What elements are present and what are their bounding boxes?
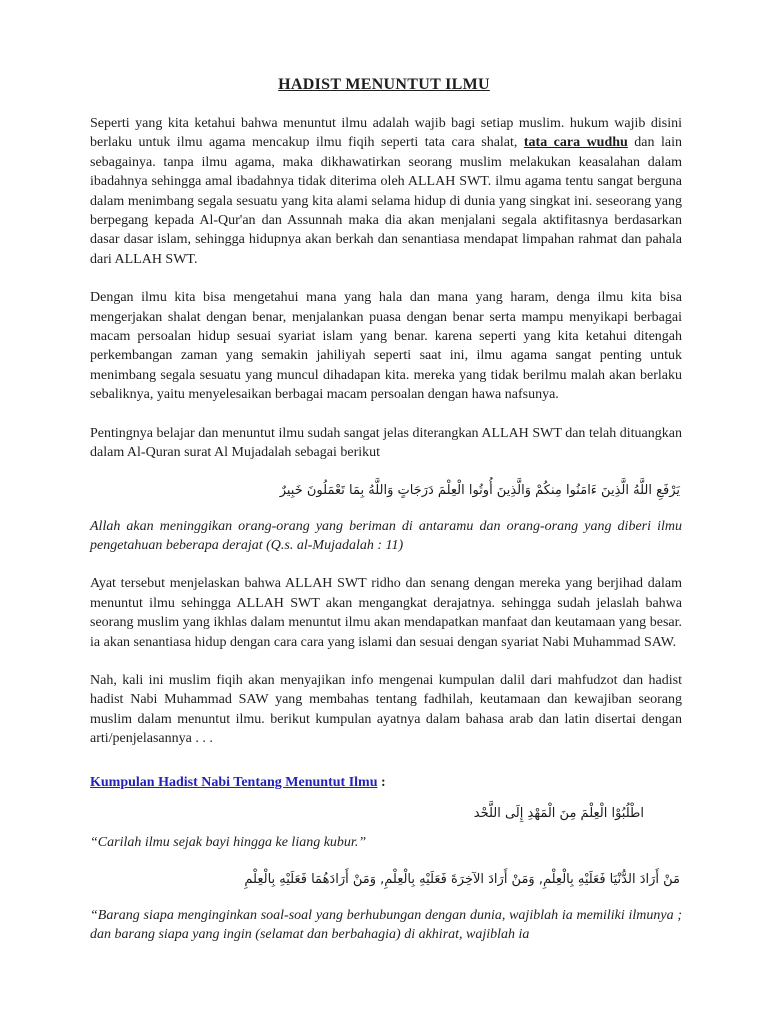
quran-verse-arabic: يَرْفَعِ اللَّهُ الَّذِينَ ءَامَنُوا مِنكُمْ وَالَّذِينَ أُوتُوا الْعِلْمَ دَرَجَاتٍ وَاللَّهُ بِمَا تَعْمَلُونَ خَبِيرٌ [279,482,680,498]
section-heading-link[interactable]: Kumpulan Hadist Nabi Tentang Menuntut Ilmu [90,774,378,790]
section-heading-colon: : [377,774,386,790]
paragraph-verse-explanation: Ayat tersebut menjelaskan bahwa ALLAH SWT ridho dan senang dengan mereka yang berjihad dalam menuntut ilmu sehingga ALLAH SWT akan mengangkat derajatnya. sehingga sudah jelaslah bahwa seorang muslim yang ikhlas dalam menuntut ilmu akan mendapatkan manfaat dan keutamaan yang besar. ia akan senantiasa hidup dengan cara cara yang islami dan sesuai dengan syariat Nabi Muhammad SAW. [90,576,682,650]
paragraph-intro [90,114,682,269]
hadith1-translation: “Carilah ilmu sejak bayi hingga ke liang kubur.” [90,834,367,850]
paragraph-article-intro: Nah, kali ini muslim fiqih akan menyajikan info mengenai kumpulan dalil dari mahfudzot dan hadist hadist Nabi Muhammad SAW yang membahas tentang fadhilah, keutamaan dan kewajiban seorang muslim dalam menuntut ilmu. berikut kumpulan ayatnya dalam bahasa arab dan latin disertai dengan arti/penjelasannya . . . [90,672,682,747]
page-title-text: HADIST MENUNTUT ILMU [278,76,490,93]
hadith2-translation: “Barang siapa menginginkan soal-soal yang berhubungan dengan dunia, wajiblah ia memiliki ilmunya ; dan barang siapa yang ingin (selamat dan berbahagia) di akhirat, wajiblah ia [90,907,682,943]
section-heading [90,775,682,791]
emphasis-tata-cara-wudhu: tata cara wudhu [523,135,628,151]
hadith1-arabic: اطْلُبُوْا الْعِلْمَ مِنَ الْمَهْدِ إِلَى اللَّحْد [473,805,644,821]
paragraph-importance-intro: Pentingnya belajar dan menuntut ilmu sudah sangat jelas diterangkan ALLAH SWT dan telah dituangkan dalam Al-Quran surat Al Mujadalah sebagai berikut [90,425,682,461]
paragraph-benefits-of-knowledge: Dengan ilmu kita bisa mengetahui mana yang hala dan mana yang haram, denga ilmu kita bisa mengerjakan shalat dengan benar, menjalankan puasa dengan benar serta mampu menyikapi berbagai macam persoalan hidup sesuai syariat islam yang benar. karena seperti yang kita ketahui ditengah perkembangan zaman yang semakin jahiliyah seperti saat ini, ilmu agama sangat penting untuk menimbang segala sesuatu yang muncul dihadapan kita. mereka yang tidak berilmu malah akan berlaku sebaliknya, yaitu menyelesaikan berbagai macam persoalan dengan hawa nafsunya. [90,290,682,403]
page-title [90,76,682,94]
paragraph-intro-rest: dan lain sebagainya. tanpa ilmu agama, maka dikhawatirkan seorang muslim melakukan keasalahan dalam ibadahnya sehingga amal ibadahnya tidak diterima oleh ALLAH SWT. ilmu agama tentu sangat berguna dalam menimbang segala sesuatu yang kita alami selama hidup di dunia yang singkat ini. seseorang yang berpegang kepada Al-Qur'an dan Assunnah maka dia akan menjalani segala aktifitasnya berdasarkan dasar dasar islam, sehingga hidupnya akan berkah dan senantiasa mendapat limpahan rahmat dan pahala dari ALLAH SWT. [90,135,682,267]
quran-verse-translation: Allah akan meninggikan orang-orang yang beriman di antaramu dan orang-orang yang diberi ilmu pengetahuan beberapa derajat (Q.s. al-Mujadalah : 11) [90,518,682,553]
hadith2-arabic: مَنْ أَرَادَ الدُّنْيَا فَعَلَيْهِ بِالْعِلْمِ, وَمَنْ أَرَادَ الآخِرَةَ فَعَلَيْهِ بِالْعِلْمِ, وَمَنْ أَرَادَهُمَا فَعَلَيْهِ بِالْعِلْمِ [244,871,680,887]
paragraph-intro-lead: Seperti yang kita ketahui bahwa menuntut ilmu adalah wajib bagi setiap muslim. hukum wajib disini berlaku untuk ilmu agama mencakup ilmu fiqih seperti tata cara shalat, [90,116,682,151]
